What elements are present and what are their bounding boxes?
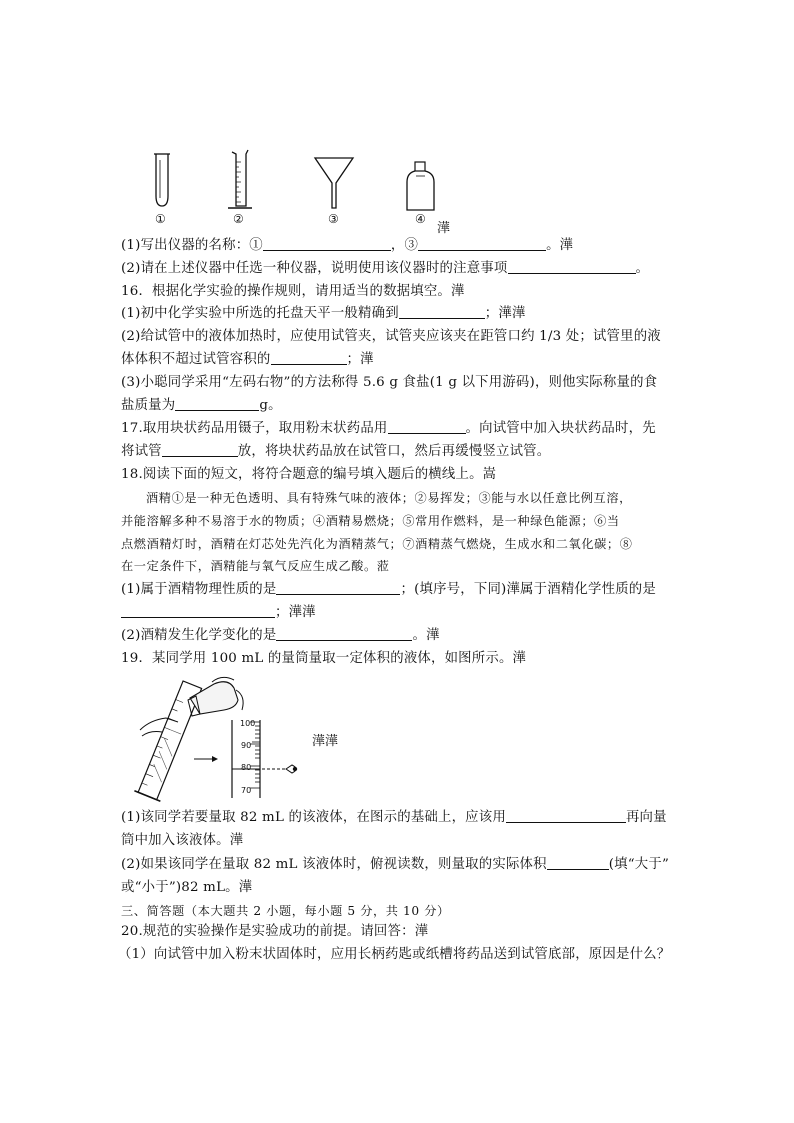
q18-passage-line-1: 酒精①是一种无色透明、具有特殊气味的液体；②易挥发；③能与水以任意比例互溶， bbox=[146, 491, 632, 505]
answer-blank[interactable] bbox=[399, 304, 485, 319]
scale-label-80: 80 bbox=[241, 763, 252, 772]
instrument-figure bbox=[0, 0, 794, 240]
pouring-bottle-drawing bbox=[188, 677, 243, 716]
label-funnel: ③ bbox=[328, 212, 339, 226]
answer-blank[interactable] bbox=[506, 808, 626, 823]
answer-blank[interactable] bbox=[276, 580, 400, 595]
q19-part-2a: (2)如果该同学在量取 82 mL 该液体时，俯视读数，则量取的实际体积 (填“大于” bbox=[121, 857, 670, 872]
answer-blank[interactable] bbox=[175, 396, 259, 411]
q19-part-1a: (1)该同学若要量取 82 mL 的该液体，在图示的基础上，应该用 再向量 bbox=[121, 810, 667, 825]
q17-line-2: 将试管 放，将块状药品放在试管口，然后再缓慢竖立试管。 bbox=[121, 444, 551, 459]
answer-blank[interactable] bbox=[276, 626, 412, 641]
measuring-cylinder-figure bbox=[0, 670, 794, 805]
answer-blank[interactable] bbox=[263, 236, 391, 251]
scale-label-90: 90 bbox=[241, 741, 252, 750]
test-tube-drawing bbox=[154, 154, 170, 206]
q19-heading: 19．某同学用 100 mL 的量筒量取一定体积的液体，如图所示。澕 bbox=[121, 651, 527, 666]
q18-passage-line-4: 在一定条件下，酒精能与氧气反应生成乙酸。蒞 bbox=[121, 559, 390, 573]
q15-line-2: (2)请在上述仪器中任选一种仪器，说明使用该仪器时的注意事项 。 bbox=[121, 261, 650, 276]
q16-part-2b: 体体积不超过试管容积的 ；澕 bbox=[121, 352, 374, 367]
answer-blank[interactable] bbox=[508, 259, 636, 274]
q18-passage-line-2: 并能溶解多种不易溶于水的物质；④酒精易燃烧；⑤常用作燃料，是一种绿色能源；⑥当 bbox=[121, 514, 620, 528]
q15-line-1: (1)写出仪器的名称：① ，③ 。澕 bbox=[121, 238, 574, 253]
section-3-heading: 三、简答题（本大题共 2 小题，每小题 5 分，共 10 分） bbox=[121, 904, 450, 918]
q17-line-1: 17.取用块状药品用镊子，取用粉末状药品用 。向试管中加入块状药品时，先 bbox=[121, 421, 656, 436]
q18-passage-line-3: 点燃酒精灯时，酒精在灯芯处先汽化为酒精蒸气；⑦酒精蒸气燃烧，生成水和二氧化碳；⑧ bbox=[121, 537, 633, 551]
figure-caption-marks: 澕澕 bbox=[312, 734, 339, 749]
answer-blank[interactable] bbox=[121, 603, 275, 618]
label-cylinder: ② bbox=[233, 212, 244, 226]
q18-heading: 18.阅读下面的短文，将符合题意的编号填入题后的横线上。嵩 bbox=[121, 467, 497, 482]
q16-part-2a: (2)给试管中的液体加热时，应使用试管夹，试管夹应该夹在距管口约 1/3 处；试管里的液 bbox=[121, 329, 661, 344]
hand-drawing bbox=[140, 718, 178, 736]
label-bottle: ④ bbox=[415, 212, 426, 226]
q19-part-1b: 筒中加入该液体。澕 bbox=[121, 833, 244, 848]
answer-blank[interactable] bbox=[418, 236, 546, 251]
answer-blank[interactable] bbox=[271, 350, 347, 365]
scale-label-100: 100 bbox=[240, 719, 256, 728]
q16-part-3b: 盐质量为 g。 bbox=[121, 398, 282, 413]
q18-part-2: (2)酒精发生化学变化的是 。澕 bbox=[121, 628, 440, 643]
reagent-bottle-drawing bbox=[407, 162, 434, 210]
scale-label-70: 70 bbox=[241, 786, 252, 795]
arrow-icon bbox=[194, 756, 218, 762]
graduated-cylinder-drawing bbox=[228, 150, 252, 208]
q20-part-1: （1）向试管中加入粉末状固体时，应用长柄药匙或纸槽将药品送到试管底部，原因是什么？ bbox=[118, 947, 671, 962]
q20-heading: 20.规范的实验操作是实验成功的前提。请回答：澕 bbox=[121, 924, 429, 939]
answer-blank[interactable] bbox=[388, 419, 466, 434]
label-test-tube: ① bbox=[155, 212, 166, 226]
q19-part-2b: 或“小于”)82 mL。澕 bbox=[121, 880, 253, 895]
answer-blank[interactable] bbox=[162, 442, 238, 457]
answer-blank[interactable] bbox=[547, 855, 609, 870]
q16-part-1: (1)初中化学实验中所选的托盘天平一般精确到 ；澕澕 bbox=[121, 306, 526, 321]
eye-icon bbox=[293, 767, 297, 771]
q18-part-1b: ；澕澕 bbox=[121, 603, 681, 623]
funnel-drawing bbox=[315, 158, 353, 208]
q16-part-3a: (3)小聪同学采用“左码右物”的方法称得 5.6 g 食盐(1 g 以下用游码)，则他实际称量的食 bbox=[121, 375, 658, 390]
stray-mark: 澕 bbox=[437, 221, 451, 236]
q16-heading: 16．根据化学实验的操作规则，请用适当的数据填空。澕 bbox=[121, 284, 465, 299]
q18-part-1a: (1)属于酒精物理性质的是 ；(填序号，下同)澕属于酒精化学性质的是 bbox=[121, 582, 656, 597]
